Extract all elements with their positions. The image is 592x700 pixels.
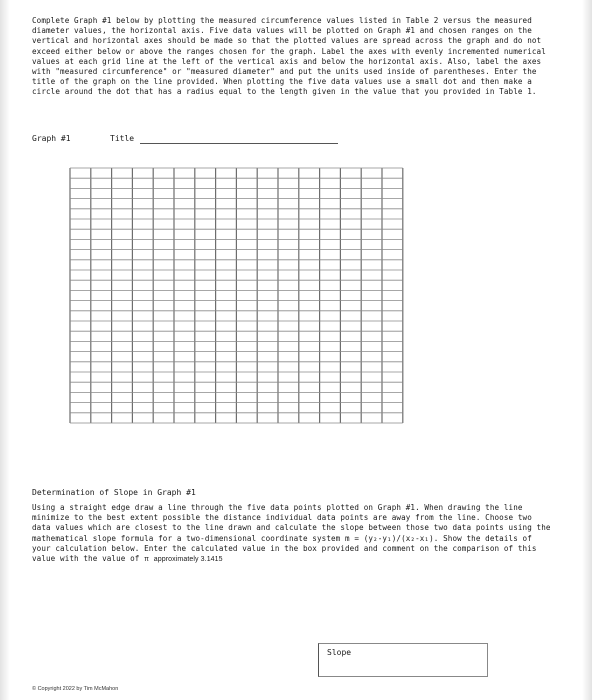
graph-title-label: Title: [110, 134, 135, 143]
slope-section-heading: Determination of Slope in Graph #1: [32, 488, 196, 497]
copyright-notice: © Copyright 2022 by Tim McMahon: [32, 686, 119, 692]
slope-box-label: Slope: [327, 648, 352, 657]
graph-number-label: Graph #1: [32, 134, 71, 143]
pi-symbol: π: [144, 556, 150, 564]
graph-instructions: Complete Graph #1 below by plotting the measured circumference values listed in Table 2 versus the measured diameter values, the horizontal axis. Five data values will be plotted on Graph #1 and chosen ranges on the vertical and horizontal axes should be made so that the plotted values are spread across the graph and do not exceed either below or above the ranges chosen for the graph. Label the axes with evenly incremented numerical values at each grid line at the left of the vertical axis and below the horizontal axis. Also, label the axes with "measured circumference" or "measured diameter" and put the units used inside of parentheses. Enter the title of the graph on the line provided. When plotting the five data values use a small dot and then make a circle around the dot that has a radius equal to the length given in the value that you provided in Table 1.: [32, 16, 546, 97]
page-edge-right: [582, 0, 592, 700]
page-edge-left: [0, 0, 10, 700]
graph-title-entry-line[interactable]: [140, 143, 338, 144]
slope-instructions-body: Using a straight edge draw a line through the five data points plotted on Graph #1. When drawing the line minimize to the best extent possible the distance individual data points are away from the line. Choose two data values which are closest to the line drawn and calculate the slope between those two data points using the mathematical slope formula for a two-dimensional coordinate system m = (y₂-y₁)/(x₂-x₁). Show the details of your calculation below. Enter the calculated value in the box provided and comment on the comparison of this value with the value of: [32, 503, 551, 564]
graph-grid[interactable]: [68, 166, 406, 426]
pi-approximation: approximately 3.1415: [153, 556, 223, 564]
slope-answer-box[interactable]: [318, 643, 488, 677]
slope-instructions: [32, 503, 552, 565]
graph-grid-svg: [68, 166, 406, 426]
